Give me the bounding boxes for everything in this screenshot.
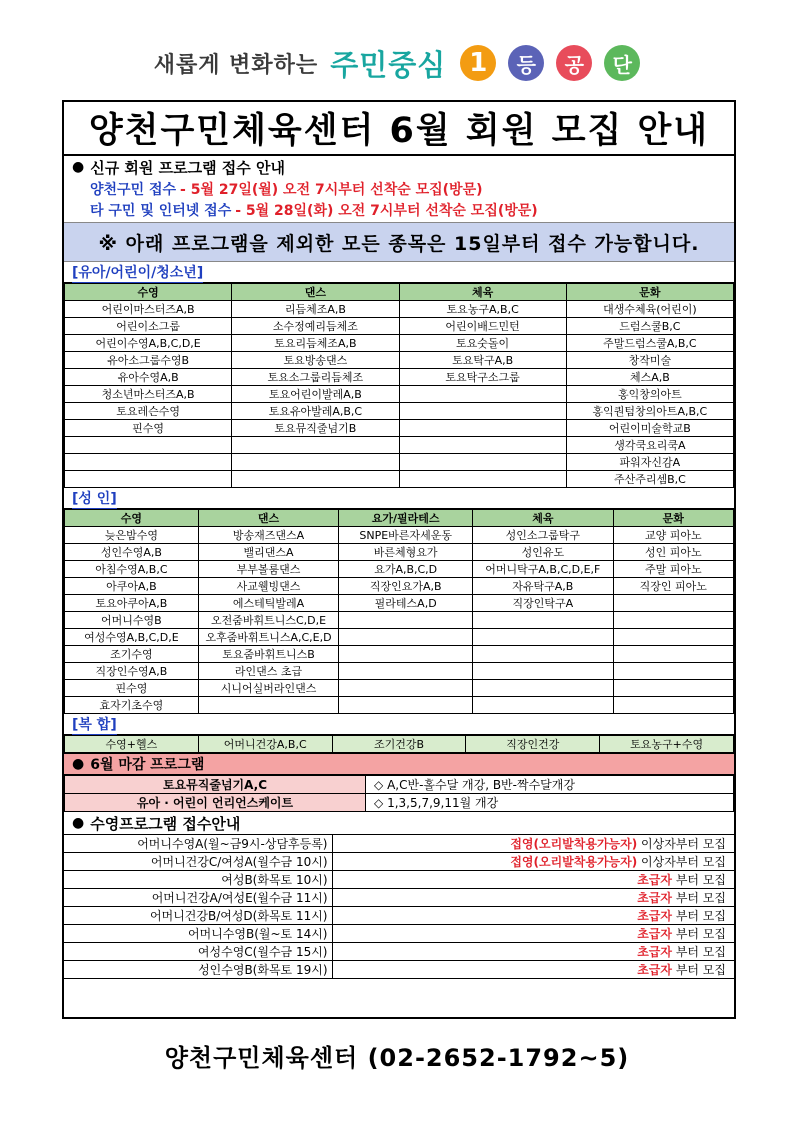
table-row [64,943,734,961]
slogan-text: 새롭게 변화하는 [153,52,319,78]
table-cell: 주말드럼스쿨A,B,C [566,335,733,352]
table-cell: 교양 피아노 [613,527,733,544]
table-cell [613,680,733,697]
others-label: 타 구민 및 인터넷 접수 [90,202,232,219]
slogan-banner [0,38,794,88]
table-row [65,420,734,437]
table-cell: 어머니수영B [65,612,199,629]
table-cell: 늦은밤수영 [65,527,199,544]
bullet-icon: ● [72,159,85,175]
table-cell: 토요농구A,B,C [399,301,566,318]
table-row [64,961,734,979]
table-row [65,335,734,352]
youth-category-label: [유아/어린이/청소년] [72,262,203,283]
table-cell: 바른체형요가 [339,544,473,561]
swim-rest: 이상자부터 모집 [641,837,726,851]
swim-program: 어머니수영B(월~토 14시) [64,925,332,943]
bullet-icon: ● [72,815,85,831]
table-cell [232,471,399,488]
swim-level: 초급자 [637,927,672,941]
table-row [65,301,734,318]
table-cell: 밸리댄스A [198,544,338,561]
others-text: - 5월 28일(화) 오전 7시부터 선착순 모집(방문) [235,202,538,219]
combined-category-label: [복 합] [72,714,117,735]
table-row [65,454,734,471]
table-cell [232,454,399,471]
table-row [65,646,734,663]
slogan-badge-2: 공 [556,45,592,81]
table-cell [399,386,566,403]
table-cell: 대생수체육(어린이) [566,301,733,318]
table-row [64,871,734,889]
table-row [65,471,734,488]
table-cell: 시니어실버라인댄스 [198,680,338,697]
table-cell: 토요탁구소그룹 [399,369,566,386]
table-row [65,680,734,697]
table-row [65,527,734,544]
residents-line [64,178,734,199]
new-program-heading-text: 신규 회원 프로그램 접수 안내 [90,158,285,177]
table-cell: 소수정예리듬체조 [232,318,399,335]
swim-rest: 부터 모집 [675,963,726,977]
table-cell: 토요탁구A,B [399,352,566,369]
table-cell: 토요아쿠아A,B [65,595,199,612]
table-cell: 체스A,B [566,369,733,386]
table-cell: 창작미술 [566,352,733,369]
table-cell: 사교웰빙댄스 [198,578,338,595]
table-cell: 핀수영 [65,680,199,697]
table-cell [399,454,566,471]
swim-program: 여성B(화목토 10시) [64,871,332,889]
swim-rest: 부터 모집 [675,945,726,959]
swim-requirement [332,961,734,979]
swim-requirement [332,835,734,853]
adult-table [64,509,734,714]
table-cell [339,697,473,714]
table-row [65,776,734,794]
table-row [65,352,734,369]
table-row [65,437,734,454]
table-cell: 토요어린이발레A,B [232,386,399,403]
swim-program: 어머니건강B/여성D(화목토 11시) [64,907,332,925]
table-header: 수영 [65,510,199,527]
table-cell: 토요방송댄스 [232,352,399,369]
residents-text: - 5월 27일(월) 오전 7시부터 선착순 모집(방문) [180,181,483,198]
table-cell [473,680,613,697]
notice-banner: ※ 아래 프로그램을 제외한 모든 종목은 15일부터 접수 가능합니다. [64,222,734,262]
swim-program: 성인수영B(화목토 19시) [64,961,332,979]
table-header: 수영 [65,284,232,301]
youth-table [64,283,734,488]
swim-requirement [332,907,734,925]
table-cell: 홍익창의아트 [566,386,733,403]
table-cell [613,697,733,714]
slogan-badge-3: 단 [604,45,640,81]
table-cell: 어린이배드민턴 [399,318,566,335]
table-row [65,612,734,629]
table-cell [613,629,733,646]
combined-item: 토요농구+수영 [600,736,734,753]
swim-level: 초급자 [637,909,672,923]
table-row [65,663,734,680]
table-cell: 방송재즈댄스A [198,527,338,544]
table-row [64,853,734,871]
swim-level: 초급자 [637,873,672,887]
deadline-table [64,775,734,812]
adult-category [64,488,734,509]
swim-heading-text: 수영프로그램 접수안내 [90,814,241,833]
table-row [65,697,734,714]
notice-frame [62,100,736,1019]
swim-rest: 부터 모집 [675,873,726,887]
table-cell [613,663,733,680]
combined-item: 수영+헬스 [65,736,199,753]
table-cell: 성인수영A,B [65,544,199,561]
residents-label: 양천구민 접수 [90,181,177,198]
table-header: 체육 [473,510,613,527]
table-cell: 유아수영A,B [65,369,232,386]
table-cell [473,612,613,629]
table-cell [473,629,613,646]
table-row [65,794,734,812]
slogan-badge-1: 등 [508,45,544,81]
others-line [64,199,734,220]
table-row [65,403,734,420]
deadline-heading [64,753,734,775]
table-cell [399,403,566,420]
table-cell [399,437,566,454]
swim-level: 초급자 [637,945,672,959]
table-cell: 조기수영 [65,646,199,663]
table-cell: 어머니탁구A,B,C,D,E,F [473,561,613,578]
swim-program: 여성수영C(월수금 15시) [64,943,332,961]
youth-category [64,262,734,283]
deadline-note: ◇ A,C반-홀수달 개강, B반-짝수달개강 [366,776,734,794]
table-cell: 주산주리셈B,C [566,471,733,488]
table-cell [339,646,473,663]
swim-program: 어머니건강C/여성A(월수금 10시) [64,853,332,871]
table-cell: 토요소그룹리듬체조 [232,369,399,386]
table-cell: 어린이미술학교B [566,420,733,437]
table-row [64,889,734,907]
table-cell [399,471,566,488]
table-cell: 필라테스A,D [339,595,473,612]
table-cell: 직장인요가A,B [339,578,473,595]
swim-heading [64,812,734,834]
deadline-program: 유아 · 어린이 언리언스케이트 [65,794,366,812]
table-row [65,544,734,561]
table-cell [473,663,613,680]
table-header: 요가/필라테스 [339,510,473,527]
table-cell: 핀수영 [65,420,232,437]
swim-level: 초급자 [637,963,672,977]
table-cell: 여성수영A,B,C,D,E [65,629,199,646]
slogan-badge-number: 1 [460,45,496,81]
table-cell: 성인 피아노 [613,544,733,561]
table-header: 댄스 [198,510,338,527]
table-cell: 오전줌바휘트니스C,D,E [198,612,338,629]
table-cell: SNPE바른자세운동 [339,527,473,544]
swim-rest: 이상자부터 모집 [641,855,726,869]
table-cell: 에스테틱발레A [198,595,338,612]
table-cell: 아침수영A,B,C [65,561,199,578]
table-cell [65,471,232,488]
table-cell [232,437,399,454]
swim-level: 접영(오리발착용가능자) [510,855,638,869]
new-program-heading [64,156,734,178]
swim-level: 초급자 [637,891,672,905]
table-row [65,578,734,595]
table-cell: 효자기초수영 [65,697,199,714]
swim-requirement [332,925,734,943]
table-cell: 자유탁구A,B [473,578,613,595]
table-cell: 성인소그룹탁구 [473,527,613,544]
table-cell: 토요유아발레A,B,C [232,403,399,420]
table-cell: 토요뮤직줄넘기B [232,420,399,437]
combined-item: 어머니건강A,B,C [198,736,332,753]
swim-requirement [332,889,734,907]
table-row [65,629,734,646]
slogan-highlight: 주민중심 [330,47,447,82]
swim-rest: 부터 모집 [675,891,726,905]
table-cell [613,595,733,612]
combined-item: 조기건강B [332,736,466,753]
table-row [64,925,734,943]
bullet-icon: ● [72,756,85,772]
swim-requirement [332,853,734,871]
table-cell [65,437,232,454]
table-row [64,907,734,925]
swim-rest: 부터 모집 [675,909,726,923]
swim-program: 어머니건강A/여성E(월수금 11시) [64,889,332,907]
page-title: 양천구민체육센터 6월 회원 모집 안내 [64,102,734,156]
table-cell: 직장인수영A,B [65,663,199,680]
table-header: 체육 [399,284,566,301]
table-cell: 오후줌바휘트니스A,C,E,D [198,629,338,646]
table-row [65,369,734,386]
table-cell: 아쿠아A,B [65,578,199,595]
table-row [65,318,734,335]
deadline-note: ◇ 1,3,5,7,9,11월 개강 [366,794,734,812]
swim-requirement [332,943,734,961]
adult-category-label: [성 인] [72,488,117,509]
table-row [65,595,734,612]
table-cell: 직장인탁구A [473,595,613,612]
table-cell: 파워자신감A [566,454,733,471]
footer-contact: 양천구민체육센터 (02-2652-1792~5) [164,1044,630,1072]
table-cell: 생각쿡요리쿡A [566,437,733,454]
table-cell [613,612,733,629]
table-cell [198,697,338,714]
deadline-program: 토요뮤직줄넘기A,C [65,776,366,794]
combined-table [64,735,734,753]
swim-rest: 부터 모집 [675,927,726,941]
table-cell [613,646,733,663]
table-cell [339,680,473,697]
table-cell: 직장인 피아노 [613,578,733,595]
table-cell: 토요줌바휘트니스B [198,646,338,663]
table-cell: 부부볼룸댄스 [198,561,338,578]
swim-table [64,834,734,979]
table-cell: 리듬체조A,B [232,301,399,318]
table-cell: 유아소그룹수영B [65,352,232,369]
table-cell: 주말 피아노 [613,561,733,578]
combined-category [64,714,734,735]
swim-level: 접영(오리발착용가능자) [510,837,638,851]
table-cell: 어린이수영A,B,C,D,E [65,335,232,352]
table-row [65,386,734,403]
table-row [64,835,734,853]
table-cell [473,646,613,663]
table-cell: 토요리듬체조A,B [232,335,399,352]
table-cell: 드럼스쿨B,C [566,318,733,335]
deadline-heading-text: 6월 마감 프로그램 [90,757,205,773]
table-row [65,561,734,578]
table-cell: 어린이마스터즈A,B [65,301,232,318]
table-cell: 청소년마스터즈A,B [65,386,232,403]
table-cell: 요가A,B,C,D [339,561,473,578]
table-cell [339,612,473,629]
table-cell [473,697,613,714]
table-cell: 토요숫돌이 [399,335,566,352]
table-cell [339,629,473,646]
table-cell: 성인유도 [473,544,613,561]
table-cell: 어린이소그룹 [65,318,232,335]
table-cell: 라인댄스 초급 [198,663,338,680]
table-cell: 홍익퀀텀창의아트A,B,C [566,403,733,420]
swim-program: 어머니수영A(월~금9시-상담후등록) [64,835,332,853]
table-header: 문화 [613,510,733,527]
table-header: 댄스 [232,284,399,301]
table-cell: 토요레슨수영 [65,403,232,420]
table-header: 문화 [566,284,733,301]
combined-item: 직장인건강 [466,736,600,753]
table-cell [339,663,473,680]
swim-requirement [332,871,734,889]
table-cell [399,420,566,437]
table-cell [65,454,232,471]
